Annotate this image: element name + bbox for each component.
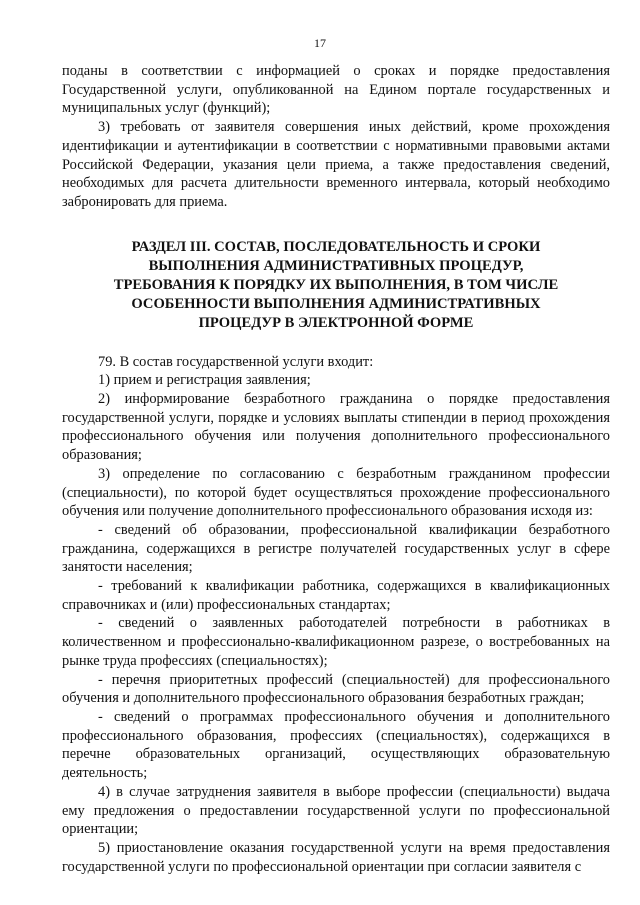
section-heading-line: ОСОБЕННОСТИ ВЫПОЛНЕНИЯ АДМИНИСТРАТИВНЫХ <box>131 295 541 312</box>
section-heading-line: ТРЕБОВАНИЯ К ПОРЯДКУ ИХ ВЫПОЛНЕНИЯ, В ТОМ ЧИСЛЕ <box>113 276 559 293</box>
section-heading-line: РАЗДЕЛ III. СОСТАВ, ПОСЛЕДОВАТЕЛЬНОСТЬ И СРОКИ <box>131 238 541 255</box>
section-heading-line: ВЫПОЛНЕНИЯ АДМИНИСТРАТИВНЫХ ПРОЦЕДУР, <box>148 257 524 274</box>
list-item-1: 1) прием и регистрация заявления; <box>98 372 311 389</box>
list-item-3: 3) определение по согласованию с безработным гражданином профессии (специальности), по которой будет осуществляться прохождение профессионального обучения или получение дополнительного профессионального образования исходя из: <box>62 465 610 520</box>
list-item-2: 2) информирование безработного гражданина о порядке предоставления государственной услуги, порядке и условиях выплаты стипендии в период прохождения профессионального обучения или получения дополнительного профессионального образования; <box>62 391 610 464</box>
document-body <box>62 62 610 876</box>
sub-item-education: - сведений об образовании, профессиональной квалификации безработного гражданина, содержащихся в регистре получателей государственных услуг в сфере занятости населения; <box>62 521 610 576</box>
paragraph-continuation: поданы в соответствии с информацией о сроках и порядке предоставления Государственной услуги, опубликованной на Едином портале государственных и муниципальных услуг (функций); <box>62 63 610 117</box>
page-number: 17 <box>314 36 326 50</box>
sub-item-programs: - сведений о программах профессионального обучения и дополнительного профессионального образования, профессиях (специальностях), содержащихся в перечне образовательных организаций, осуществляющих образовательную деятельность; <box>62 708 610 782</box>
list-item-4: 4) в случае затруднения заявителя в выборе профессии (специальности) выдача ему предложения о предоставлении государственной услуги по профессиональной ориентации; <box>62 783 610 838</box>
section-heading <box>62 238 610 333</box>
sub-item-employer-demand: - сведений о заявленных работодателей потребности в работниках в количественном и профессионально-квалификационном разрезе, о востребованных на рынке труда профессиях (специальностях); <box>62 615 610 669</box>
list-item-5: 5) приостановление оказания государственной услуги на время предоставления государственной услуги по профессиональной ориентации при согласии заявителя с <box>62 839 610 875</box>
paragraph-79: 79. В состав государственной услуги входит: <box>98 353 374 370</box>
section-heading-line: ПРОЦЕДУР В ЭЛЕКТРОННОЙ ФОРМЕ <box>198 314 474 331</box>
sub-item-priority-professions: - перечня приоритетных профессий (специальностей) для профессионального обучения и дополнительного профессионального образования безработных граждан; <box>62 671 610 707</box>
sub-item-qualification: - требований к квалификации работника, содержащихся в квалификационных справочниках и (или) профессиональных стандартах; <box>62 578 610 613</box>
paragraph-item-3: 3) требовать от заявителя совершения иных действий, кроме прохождения идентификации и аутентификации в соответствии с нормативными правовыми актами Российской Федерации, указания цели приема, а также предоставления сведений, необходимых для расчета длительности временного интервала, который необходимо забронировать для приема. <box>62 119 610 210</box>
